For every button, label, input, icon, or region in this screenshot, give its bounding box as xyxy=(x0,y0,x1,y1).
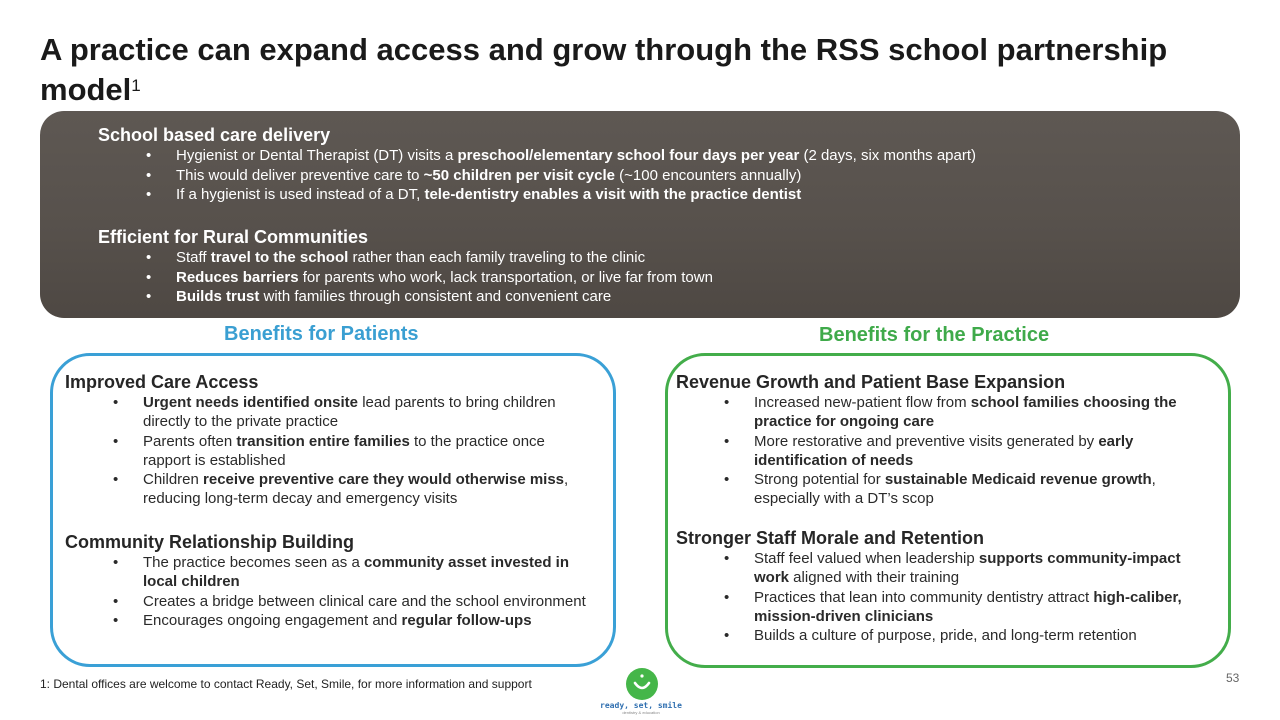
bullet-text: Strong potential for xyxy=(754,471,885,489)
bullet-bold-text: transition entire families xyxy=(236,432,410,450)
bullet-item xyxy=(65,432,589,471)
bullet-text: (2 days, six months apart) xyxy=(799,147,977,164)
bullet-text: The practice becomes seen as a xyxy=(143,554,364,571)
bullet-text: Practices that lean into community dentistry attract xyxy=(754,588,1094,606)
patients-benefits-header: Benefits for Patients xyxy=(224,323,419,345)
bullet-text: Parents often xyxy=(143,432,237,450)
bullet-text: , reducing long-term decay and emergency visits xyxy=(143,471,569,508)
bullet-item xyxy=(98,146,976,166)
bullet-item xyxy=(65,393,589,432)
bullet-bold-text: school families choosing the practice for ongoing care xyxy=(754,394,1177,431)
bullet-text: Staff feel valued when leadership xyxy=(754,550,979,567)
bullet-text: If a hygienist is used instead of a DT, xyxy=(176,186,425,203)
title-footnote-ref: 1 xyxy=(131,76,141,95)
page-number: 53 xyxy=(1226,671,1240,685)
bullet-bold-text: tele-dentistry enables a visit with the practice dentist xyxy=(424,186,802,203)
bullet-text: Builds a culture of purpose, pride, and long-term retention xyxy=(754,627,1137,645)
bullet-bold-text: early identification of needs xyxy=(754,432,1134,469)
bullet-text: Creates a bridge between clinical care and the school environment xyxy=(143,592,586,610)
bullet-item xyxy=(98,268,713,288)
morale-bullets xyxy=(676,549,1204,645)
revenue-group xyxy=(676,371,1204,509)
care-access-heading: Improved Care Access xyxy=(65,372,259,392)
bullet-bold-text: regular follow-ups xyxy=(401,611,532,629)
morale-group xyxy=(676,527,1204,645)
bullet-text: Encourages ongoing engagement and xyxy=(143,611,402,629)
bullet-text: Increased new-patient flow from xyxy=(754,394,971,411)
bullet-item xyxy=(676,549,1204,588)
bullet-item xyxy=(65,611,589,630)
practice-benefits-box xyxy=(665,353,1231,668)
revenue-bullets xyxy=(676,393,1204,509)
bullet-item xyxy=(676,393,1204,432)
bullet-text: More restorative and preventive visits generated by xyxy=(754,432,1099,450)
bullet-item xyxy=(676,626,1204,645)
bullet-text: with families through consistent and convenient care xyxy=(259,288,612,305)
rural-bullets xyxy=(98,248,713,307)
rural-heading: Efficient for Rural Communities xyxy=(98,227,369,247)
logo-subtitle: dentistry & education xyxy=(622,710,660,715)
bullet-item xyxy=(676,588,1204,627)
community-group xyxy=(65,531,589,630)
morale-heading: Stronger Staff Morale and Retention xyxy=(676,528,985,548)
bullet-item xyxy=(65,553,589,592)
bullet-text: (~100 encounters annually) xyxy=(614,166,802,184)
summary-panel xyxy=(40,111,1240,318)
page-title-text: A practice can expand access and grow through the RSS school partnership model xyxy=(40,32,1168,107)
bullet-text: rather than each family traveling to the clinic xyxy=(348,249,646,266)
school-care-bullets xyxy=(98,146,976,205)
bullet-bold-text: supports community-impact work xyxy=(754,550,1181,587)
logo-wordmark: ready, set, smile xyxy=(600,701,682,710)
bullet-item xyxy=(98,287,713,307)
bullet-bold-text: community asset invested in local children xyxy=(143,554,570,591)
bullet-text: Children xyxy=(143,471,204,489)
bullet-bold-text: Builds trust xyxy=(176,288,260,305)
bullet-text: aligned with their training xyxy=(789,569,960,587)
bullet-bold-text: preschool/elementary school four days per year xyxy=(457,147,800,164)
bullet-text: Hygienist or Dental Therapist (DT) visits a xyxy=(176,147,458,164)
bullet-bold-text: ~50 children per visit cycle xyxy=(423,166,615,184)
care-access-bullets xyxy=(65,393,589,509)
bullet-text: for parents who work, lack transportation, or live far from town xyxy=(298,268,713,286)
smile-face-icon xyxy=(626,668,658,700)
bullet-item xyxy=(676,432,1204,471)
bullet-text: to the practice once rapport is established xyxy=(143,432,545,469)
bullet-bold-text: Urgent needs identified onsite xyxy=(143,394,359,411)
bullet-bold-text: travel to the school xyxy=(210,249,349,266)
community-heading: Community Relationship Building xyxy=(65,532,354,552)
rural-section xyxy=(98,226,713,307)
bullet-item xyxy=(65,470,589,509)
bullet-item xyxy=(98,248,713,268)
bullet-text: Staff xyxy=(176,249,211,266)
smile-glyph-icon xyxy=(626,668,658,700)
bullet-text: , especially with a DT’s scop xyxy=(754,471,1156,508)
school-care-heading: School based care delivery xyxy=(98,125,331,145)
bullet-bold-text: Reduces barriers xyxy=(176,268,299,286)
practice-benefits-header: Benefits for the Practice xyxy=(819,324,1050,346)
page-title xyxy=(40,30,1250,110)
bullet-text: lead parents to bring children directly to the private practice xyxy=(143,394,556,431)
ready-set-smile-logo xyxy=(593,668,689,716)
bullet-text: This would deliver preventive care to xyxy=(176,166,424,184)
footnote: 1: Dental offices are welcome to contact Ready, Set, Smile, for more information and support xyxy=(40,677,532,691)
care-access-group xyxy=(65,371,589,509)
community-bullets xyxy=(65,553,589,630)
bullet-item xyxy=(98,166,976,186)
bullet-bold-text: receive preventive care they would otherwise miss xyxy=(203,471,565,489)
bullet-bold-text: sustainable Medicaid revenue growth xyxy=(884,471,1152,489)
bullet-item xyxy=(65,592,589,611)
bullet-item xyxy=(676,470,1204,509)
bullet-bold-text: high-caliber, mission-driven clinicians xyxy=(754,588,1182,625)
school-care-section xyxy=(98,124,976,205)
bullet-item xyxy=(98,185,976,205)
patients-benefits-box xyxy=(50,353,616,667)
revenue-heading: Revenue Growth and Patient Base Expansion xyxy=(676,372,1066,392)
